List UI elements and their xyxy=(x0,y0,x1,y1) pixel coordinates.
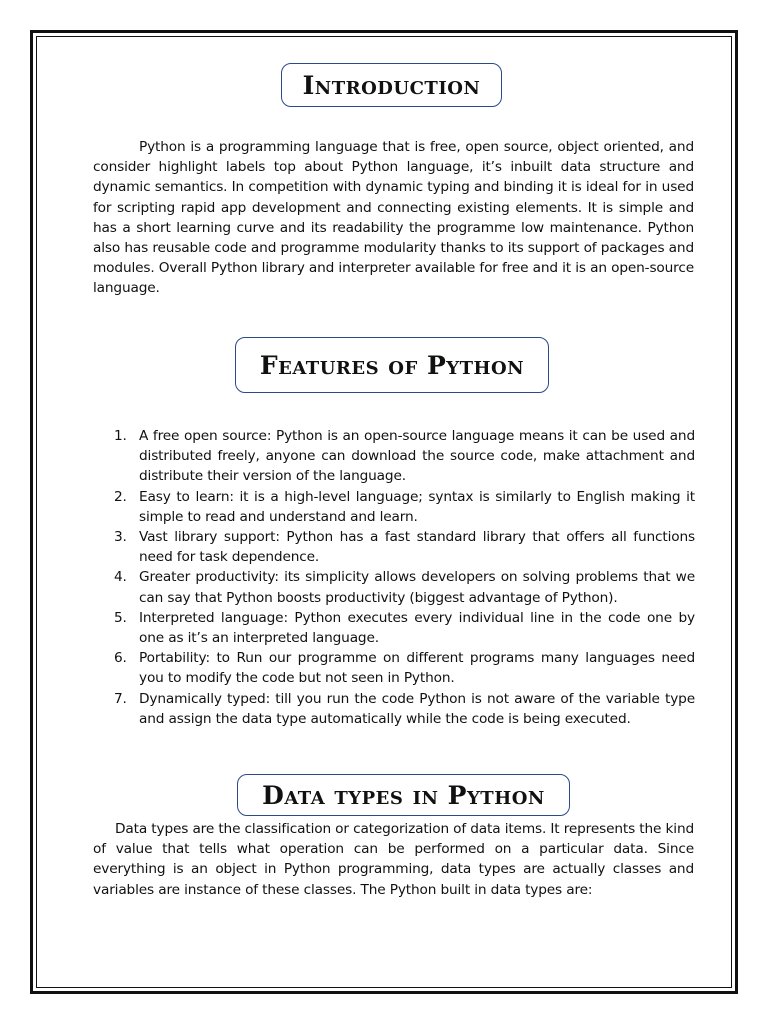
list-item xyxy=(114,648,695,688)
introduction-paragraph: Python is a programming language that is free, open source, object oriented, and consider highlight labels top about Python language, it’s inbuilt data structure and dynamic semantics. In competition with dynamic typing and binding it is ideal for in used for scripting rapid app development and connecting existing elements. It is simple and has a short learning curve and its readability the programme low maintenance. Python also has reusable code and programme modularity thanks to its support of packages and modules. Overall Python library and interpreter available for free and it is an open-source language. xyxy=(93,139,694,297)
list-item xyxy=(114,426,695,487)
list-item-text: Vast library support: Python has a fast standard library that offers all functions need for task dependence. xyxy=(139,529,695,566)
list-item xyxy=(114,527,695,567)
list-item-text: A free open source: Python is an open-source language means it can be used and distributed freely, anyone can download the source code, make attachment and distribute their version of the language. xyxy=(139,428,695,485)
list-item-text: Portability: to Run our programme on different programs many languages need you to modify the code but not seen in Python. xyxy=(139,650,695,687)
list-item-number: 4. xyxy=(114,569,127,586)
datatypes-paragraph: Data types are the classification or categorization of data items. It represents the kind of value that tells what operation can be performed on a particular data. Since everything is an object in Python programming, data types are actually classes and variables are instance of these classes. The Python built in data types are: xyxy=(93,821,695,898)
datatypes-heading: Data types in Python xyxy=(237,774,570,816)
features-list xyxy=(114,426,695,729)
list-item-text: Interpreted language: Python executes every individual line in the code one by one as it’s an interpreted language. xyxy=(139,609,695,647)
introduction-heading: Introduction xyxy=(281,63,502,107)
list-item-number: 6. xyxy=(114,650,127,667)
list-item-text: Dynamically typed: till you run the code Python is not aware of the variable type and assign the data type automatically while the code is being executed. xyxy=(139,690,695,727)
list-item xyxy=(114,567,695,607)
list-item xyxy=(114,689,695,729)
list-item xyxy=(114,487,695,527)
list-item-number: 5. xyxy=(114,609,127,626)
list-item-text: Greater productivity: its simplicity allows developers on solving problems that we can say that Python boosts productivity (biggest advantage of Python). xyxy=(139,569,695,606)
list-item-text: Easy to learn: it is a high-level language; syntax is similarly to English making it simple to read and understand and learn. xyxy=(139,488,695,525)
list-item-number: 1. xyxy=(114,428,127,444)
list-item-number: 3. xyxy=(114,529,127,546)
features-heading: Features of Python xyxy=(235,337,549,393)
list-item-number: 2. xyxy=(114,488,127,505)
list-item-number: 7. xyxy=(114,690,127,707)
list-item xyxy=(114,608,695,648)
